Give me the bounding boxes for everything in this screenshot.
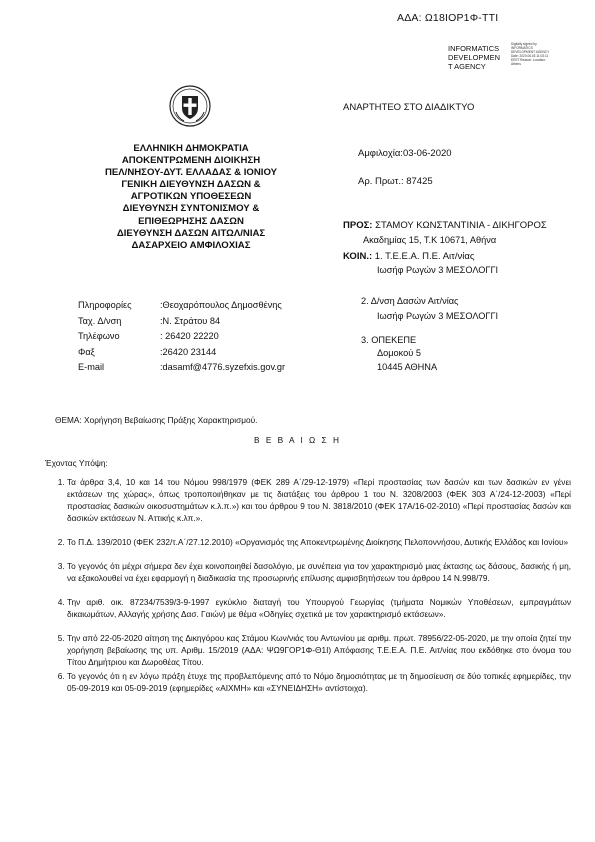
- authority-line: ΕΠΙΘΕΩΡΗΣΗΣ ΔΑΣΩΝ: [138, 215, 244, 227]
- cc-label: ΚΟΙΝ.:: [343, 251, 373, 262]
- authority-line: ΑΠΟΚΕΝΤΡΩΜΕΝΗ ΔΙΟΙΚΗΣΗ: [121, 155, 261, 167]
- document-title: Β Ε Β Α Ι Ω Σ Η: [254, 435, 341, 445]
- authority-line: ΔΙΕΥΘΥΝΣΗ ΣΥΝΤΟΝΙΣΜΟΥ &: [122, 203, 260, 215]
- contact-label: Φαξ: [78, 346, 95, 357]
- issuing-authority: [80, 143, 302, 252]
- contact-label: Ταχ. Δ/νση: [78, 315, 122, 326]
- cc-recipient-2-address: Ιωσήφ Ρωγών 3 ΜΕΣΟΛΟΓΓΙ: [377, 311, 499, 321]
- document-date: Αμφιλοχία:03-06-2020: [358, 148, 452, 159]
- signature-details: Digitally signed by INFORMATICS DEVELOPMENT AGENCY Date: 2020.06.03 11:03:11 EEST Reason: Location: Athens: [511, 42, 550, 66]
- considerations-heading: Έχοντας Υπόψη:: [45, 458, 108, 468]
- contact-label: E-mail: [78, 362, 105, 372]
- list-item: 6. Το γεγονός ότι η εν λόγω πράξη έτυχε της προβλεπόμενης από το Νόμο δημοσιότητας με τη δημοσίευση σε δύο τοπικές εφημερίδες, την 05-09-2019 και 05-09-2019 (εφημερίδες «ΑΙΧΜΗ» και «ΣΥΝΕΙΔΗΣΗ» αντίστοιχα).: [67, 670, 571, 694]
- protocol-number: Αρ. Πρωτ.: 87425: [358, 176, 433, 187]
- authority-line: ΓΕΝΙΚΗ ΔΙΕΥΘΥΝΣΗ ΔΑΣΩΝ &: [121, 179, 261, 191]
- contact-value: :Θεοχαρόπουλος Δημοσθένης: [160, 300, 282, 310]
- cc-recipient-3-name: 3. ΟΠΕΚΕΠΕ: [361, 335, 417, 345]
- cc-recipient-3-city: 10445 ΑΘΗΝΑ: [377, 362, 438, 372]
- post-online-notice: ΑΝΑΡΤΗΤΕΟ ΣΤΟ ΔΙΑΔΙΚΤΥΟ: [343, 102, 475, 113]
- authority-line: ΔΙΕΥΘΥΝΣΗ ΔΑΣΩΝ ΑΙΤΩΛ/ΝΙΑΣ: [116, 227, 266, 239]
- subject-line: ΘΕΜΑ: Χορήγηση Βεβαίωσης Πράξης Χαρακτηρισμού.: [55, 415, 258, 425]
- list-item: 2. Το Π.Δ. 139/2010 (ΦΕΚ 232/τ.Α΄/27.12.2010) «Οργανισμός της Αποκεντρωμένης Διοίκησης Πελοποννήσου, Δυτικής Ελλάδος και Ιονίου»: [67, 536, 571, 548]
- list-item: 5. Την από 22-05-2020 αίτηση της Δικηγόρου κας Στάμου Κων/νιάς του Αντωνίου με αριθμ. πρωτ. 78956/22-05-2020, με την οποία ζητεί την χορήγηση βεβαίωσης της υπ. Αριθμ. 15/2019 (ΑΔΑ: ΨΩ9ΓΟΡ1Φ-Θ1Ι) Απόφασης Τ.Ε.Ε.Α. Π.Ε. Αιτ/νίας που εκδόθηκε στο όνομα του Τίτου Δημήτριου και Δωροθέας Τίτου.: [67, 632, 571, 668]
- authority-line: ΑΓΡΟΤΙΚΩΝ ΥΠΟΘΕΣΕΩΝ: [130, 191, 252, 203]
- cc-recipient-1-name: 1. Τ.Ε.Ε.Α. Π.Ε. Αιτ/νίας: [374, 251, 475, 262]
- authority-line: ΕΛΛΗΝΙΚΗ ΔΗΜΟΚΡΑΤΙΑ: [133, 143, 249, 154]
- cc-recipient-1-address: Ιωσήφ Ρωγών 3 ΜΕΣΟΛΟΓΓΙ: [377, 265, 499, 275]
- contact-value: :Ν. Στράτου 84: [160, 315, 221, 326]
- authority-line: ΔΑΣΑΡΧΕΙΟ ΑΜΦΙΛΟΧΙΑΣ: [131, 239, 251, 251]
- list-item: 1. Τα άρθρα 3,4, 10 και 14 του Νόμου 998/1979 (ΦΕΚ 289 Α΄/29-12-1979) «Περί προστασίας των δασών και των δασικών εν γένει εκτάσεων της χώρας», όπως τροποποιήθηκαν με τις διατάξεις του άρθρου 1 του Ν. 3208/2003 (ΦΕΚ 303 Α΄/24-12-2003) «Περί προστασίας δασικών οικοσυστημάτων κ.λ.π.») και του άρθρου 9 του Ν. 3818/2010 (ΦΕΚ 17Α/16-02-2010) «Περί προστασίας δασών και δασικών εκτάσεων Ν. Αττικής κ.λπ.».: [67, 476, 571, 524]
- signature-agency-name: INFORMATICS DEVELOPMEN T AGENCY: [448, 44, 501, 71]
- ada-code: ΑΔΑ: Ω18ΙΟΡ1Φ-ΤΤΙ: [397, 12, 499, 24]
- recipient-name: ΣΤΑΜΟΥ ΚΩΝΣΤΑΝΤΙΝΙΑ - ΔΙΚΗΓΟΡΟΣ: [375, 220, 547, 231]
- recipient-main: [343, 220, 547, 231]
- recipient-label: ΠΡΟΣ:: [343, 220, 373, 231]
- cc-recipient-1: [343, 251, 474, 262]
- considerations-list: [45, 476, 571, 706]
- cc-recipient-2-name: 2. Δ/νση Δασών Αιτ/νίας: [361, 296, 459, 306]
- cc-recipient-3-street: Δομοκού 5: [377, 348, 421, 358]
- contact-value: :26420 23144: [160, 346, 217, 357]
- list-item: 4. Την αριθ. οικ. 87234/7539/3-9-1997 εγκύκλιο διαταγή του Υπουργού Γεωργίας (τμήματα Νομικών Υποθέσεων, εμπραγμάτων δικαιωμάτων, Αλλαγής χρήσης Δασ. Γαιών) με θέμα «Οδηγίες σχετικά με τον χαρακτηρισμό εκτάσεων».: [67, 596, 571, 620]
- list-item: 3. Το γεγονός ότι μέχρι σήμερα δεν έχει κοινοποιηθεί δασολόγιο, με συνέπεια για τον χαρακτηρισμό μιας έκτασης ως δάσους, δασικής ή μη, να εξακολουθεί να έχει εφαρμογή η διαδικασία της προσωρινής επίλυσης αμφισβητήσεων του άρθρου 14 Ν.998/79.: [67, 560, 571, 584]
- recipient-address: Ακαδημίας 15, Τ.Κ 10671, Αθήνα: [363, 235, 497, 245]
- authority-line: ΠΕΛ/ΝΗΣΟΥ-ΔΥΤ. ΕΛΛΑΔΑΣ & ΙΟΝΙΟΥ: [104, 167, 278, 179]
- contact-value: : 26420 22220: [160, 331, 219, 341]
- contact-email[interactable]: :dasamf@4776.syzefxis.gov.gr: [160, 362, 286, 372]
- contact-label: Τηλέφωνο: [78, 331, 120, 341]
- greek-emblem-icon: [168, 84, 212, 128]
- contact-label: Πληροφορίες: [78, 300, 132, 310]
